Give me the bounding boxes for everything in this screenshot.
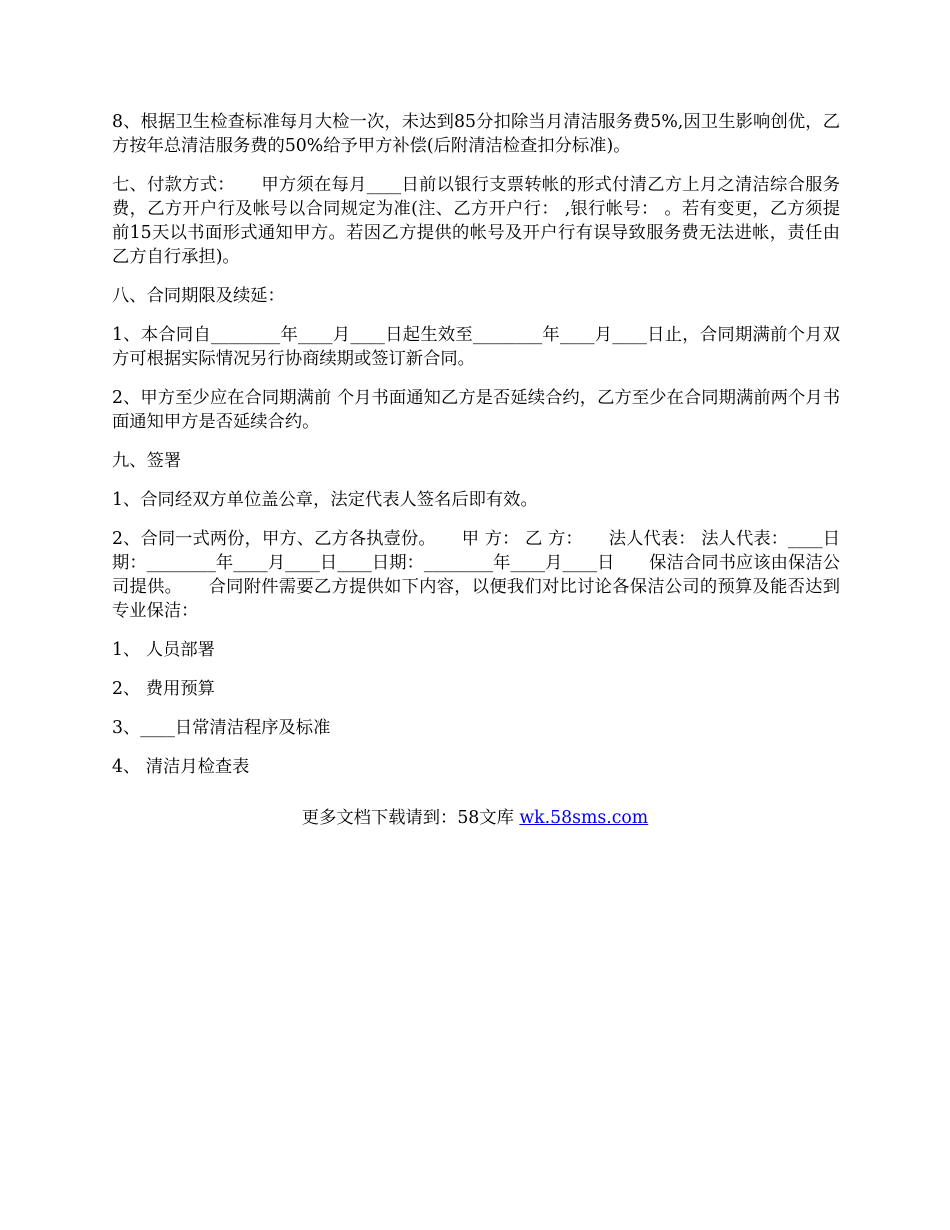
heading-signing: 九、签署 [112,451,182,471]
paragraph-signing-1: 1、合同经双方单位盖公章，法定代表人签名后即有效。 [112,490,538,510]
heading-contract-term: 八、合同期限及续延： [112,286,285,306]
paragraph-term-2: 2、甲方至少应在合同期满前 个月书面通知乙方是否延续合约，乙方至少在合同期满前两个月书面通知甲方是否延续合约。 [112,388,840,432]
footer-text: 更多文档下载请到：58文库 [301,808,520,828]
paragraph-clause-8: 8、根据卫生检查标准每月大检一次，未达到85分扣除当月清洁服务费5%,因卫生影响创优，乙方按年总清洁服务费的50%给予甲方补偿(后附清洁检查扣分标准)。 [112,112,840,156]
list-item-budget: 2、 费用预算 [112,679,215,699]
footer [0,806,950,830]
paragraph-term-1: 1、本合同自________年____月____日起生效至________年____月____日止，合同期满前个月双方可根据实际情况另行协商续期或签订新合同。 [112,325,840,369]
document-body [112,110,840,794]
paragraph-payment-method: 七、付款方式： 甲方须在每月____日前以银行支票转帐的形式付清乙方上月之清洁综合服务费，乙方开户行及帐号以合同规定为准(注、乙方开户行： ,银行帐号： 。若有变更，乙方须提前15天以书面形式通知甲方。若因乙方提供的帐号及开户行有误导致服务费无法进帐，责任由乙方自行承担)。 [112,175,840,267]
footer-link[interactable]: wk.58sms.com [519,808,649,828]
list-item-inspection-table: 4、 清洁月检查表 [112,757,250,777]
list-item-procedures: 3、____日常清洁程序及标准 [112,718,331,738]
list-item-staffing: 1、 人员部署 [112,640,215,660]
paragraph-signing-2: 2、合同一式两份，甲方、乙方各执壹份。 甲 方： 乙 方： 法人代表： 法人代表：____日期：________年____月____日____日期：________年____月____日 保洁合同书应该由保洁公司提供。 合同附件需要乙方提供如下内容，以便我们对比讨论各保洁公司的预算及能否达到专业保洁： [112,529,840,621]
